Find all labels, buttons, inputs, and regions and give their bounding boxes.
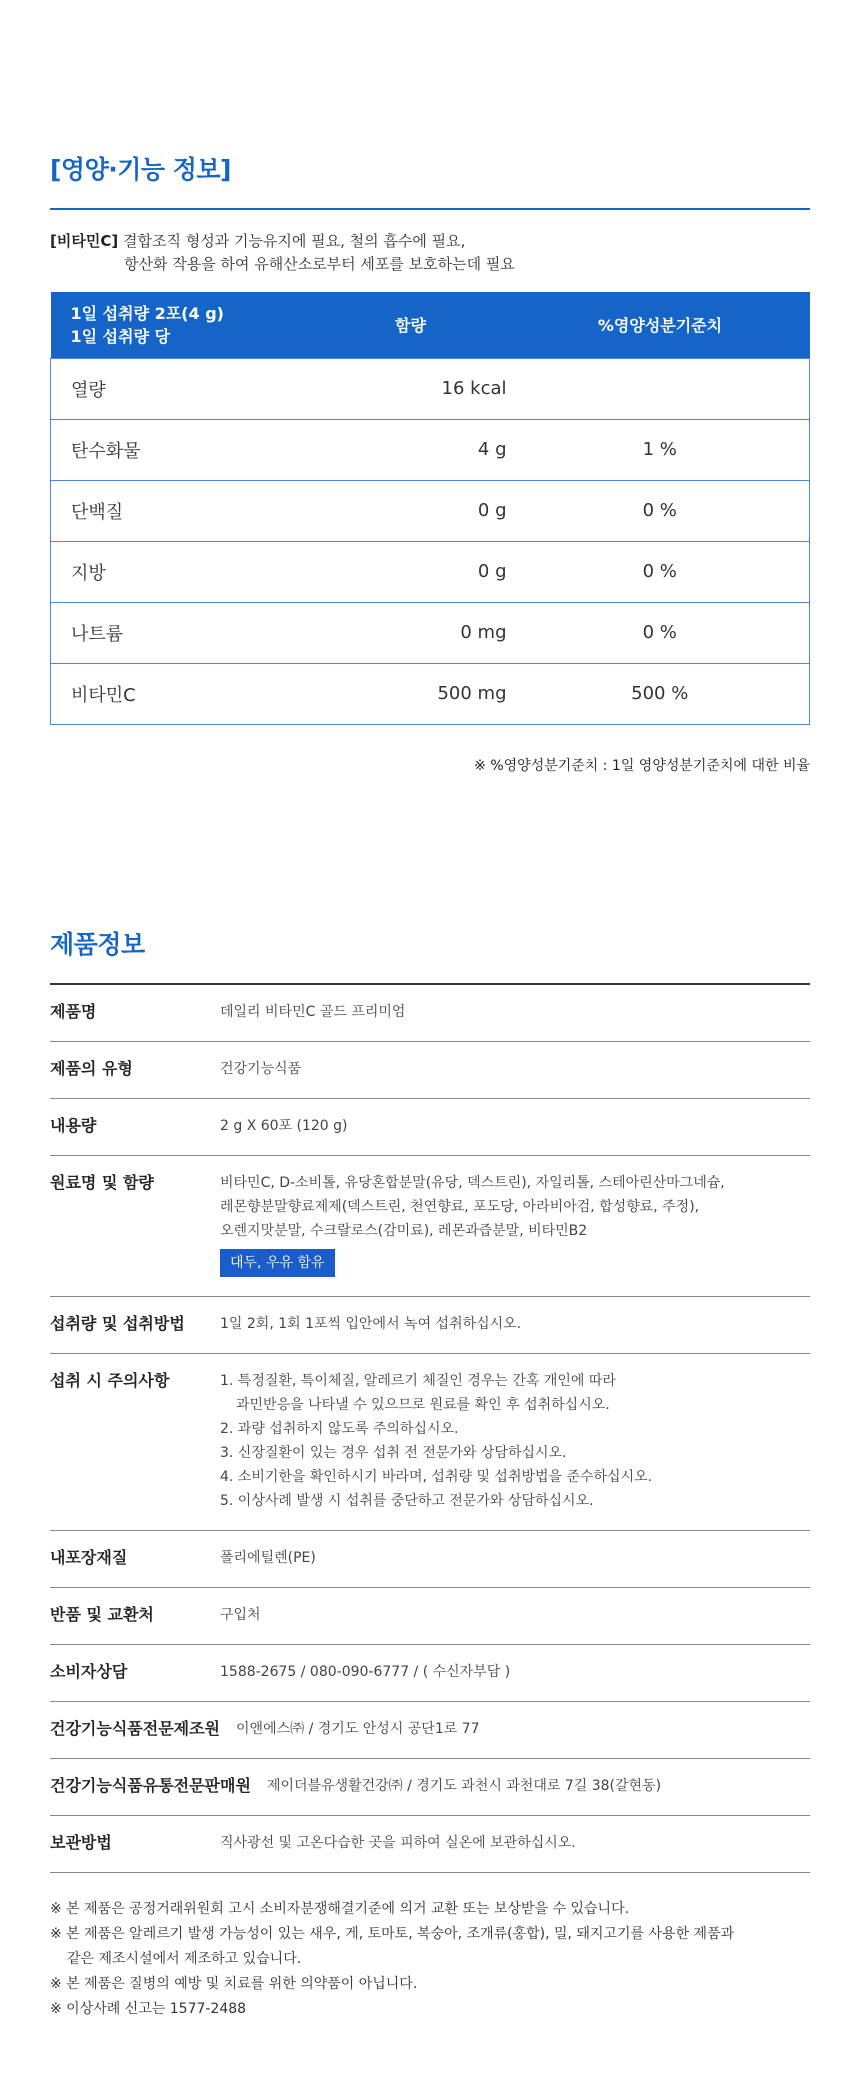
vitamin-description [50, 230, 810, 276]
table-row [51, 602, 810, 663]
info-label: 반품 및 교환처 [50, 1605, 154, 1624]
info-label: 내용량 [50, 1116, 97, 1135]
info-row-package [50, 1531, 810, 1588]
nutrient-amount: 0 mg [311, 602, 511, 663]
product-footnotes [50, 1897, 810, 2022]
info-row-type [50, 1042, 810, 1099]
info-row-maker [50, 1702, 810, 1759]
nutrient-name: 비타민C [51, 663, 311, 724]
caution-item: 2. 과량 섭취하지 않도록 주의하십시오. [220, 1421, 459, 1437]
info-label: 건강기능식품유통전문판매원 [50, 1776, 251, 1795]
header-percent: %영양성분기준치 [597, 316, 723, 336]
nutrition-title: [영양·기능 정보] [50, 155, 231, 184]
table-row [51, 419, 810, 480]
product-info-section [50, 925, 810, 2022]
nutrient-amount: 4 g [311, 419, 511, 480]
info-row-seller [50, 1759, 810, 1816]
ingredients-line2: 레몬향분말향료제제(덱스트린, 천연향료, 포도당, 아라비아검, 합성향료, 주정), [220, 1199, 700, 1215]
info-value: 이앤에스㈜ / 경기도 안성시 공단1로 77 [236, 1721, 480, 1737]
nutrient-amount: 500 mg [311, 663, 511, 724]
info-row-intake [50, 1297, 810, 1354]
caution-item: 5. 이상사례 발생 시 섭취를 중단하고 전문가와 상담하십시오. [220, 1493, 594, 1509]
footnote-cont: 같은 제조시설에서 제조하고 있습니다. [67, 1951, 302, 1967]
vitamin-label: [비타민C] [50, 232, 119, 250]
vitamin-desc-line1: 결합조직 형성과 기능유지에 필요, 철의 흡수에 필요, [122, 232, 466, 250]
nutrient-name: 단백질 [51, 480, 311, 541]
caution-item: 4. 소비기한을 확인하시기 바라며, 섭취량 및 섭취방법을 준수하십시오. [220, 1469, 653, 1485]
nutrient-percent: 0 % [511, 541, 810, 602]
table-row [51, 663, 810, 724]
nutrition-divider [50, 208, 810, 210]
nutrient-name: 열량 [51, 358, 311, 419]
nutrient-percent: 0 % [511, 480, 810, 541]
info-label: 내포장재질 [50, 1548, 128, 1567]
ingredients-line1: 비타민C, D-소비톨, 유당혼합분말(유당, 덱스트린), 자일리톨, 스테아린산마그네슘, [220, 1175, 725, 1191]
footnote: ※ 본 제품은 공정거래위원회 고시 소비자분쟁해결기준에 의거 교환 또는 보상받을 수 있습니다. [50, 1901, 630, 1917]
nutrient-amount: 16 kcal [311, 358, 511, 419]
caution-item: 1. 특정질환, 특이체질, 알레르기 체질인 경우는 간혹 개인에 따라 [220, 1373, 616, 1389]
footnote: ※ 이상사례 신고는 1577-2488 [50, 2001, 247, 2017]
info-row-storage [50, 1816, 810, 1873]
nutrition-section [50, 150, 810, 775]
vitamin-desc-line2: 항산화 작용을 하여 유해산소로부터 세포를 보호하는데 필요 [124, 255, 515, 273]
info-value: 구입처 [220, 1607, 261, 1623]
table-row [51, 541, 810, 602]
info-value: 데일리 비타민C 골드 프리미엄 [220, 1004, 406, 1020]
info-row-caution [50, 1354, 810, 1531]
info-label: 원료명 및 함량 [50, 1173, 154, 1192]
caution-item: 3. 신장질환이 있는 경우 섭취 전 전문가와 상담하십시오. [220, 1445, 567, 1461]
info-value: 1일 2회, 1회 1포씩 입안에서 녹여 섭취하십시오. [220, 1316, 522, 1332]
header-serving [51, 292, 311, 358]
info-row-consumer [50, 1645, 810, 1702]
info-label: 섭취량 및 섭취방법 [50, 1314, 185, 1333]
info-label: 소비자상담 [50, 1662, 128, 1681]
header-amount: 함량 [395, 316, 426, 336]
nutrition-note: ※ %영양성분기준치 : 1일 영양성분기준치에 대한 비율 [474, 757, 810, 774]
info-label: 섭취 시 주의사항 [50, 1371, 170, 1390]
footnote: ※ 본 제품은 알레르기 발생 가능성이 있는 새우, 게, 토마토, 복숭아, 조개류(홍합), 밀, 돼지고기를 사용한 제품과 [50, 1926, 735, 1942]
table-row [51, 480, 810, 541]
nutrient-amount: 0 g [311, 480, 511, 541]
nutrient-percent [511, 358, 810, 419]
info-label: 보관방법 [50, 1833, 112, 1852]
info-row-volume [50, 1099, 810, 1156]
nutrient-percent: 1 % [511, 419, 810, 480]
table-row [51, 358, 810, 419]
ingredients-line3: 오렌지맛분말, 수크랄로스(감미료), 레몬과즙분말, 비타민B2 [220, 1223, 588, 1239]
info-value: 제이더블유생활건강㈜ / 경기도 과천시 과천대로 7길 38(갈현동) [266, 1778, 662, 1794]
nutrient-name: 탄수화물 [51, 419, 311, 480]
info-value: 폴리에틸렌(PE) [220, 1550, 316, 1566]
nutrient-percent: 0 % [511, 602, 810, 663]
nutrient-amount: 0 g [311, 541, 511, 602]
info-value: 직사광선 및 고온다습한 곳을 피하여 실온에 보관하십시오. [220, 1835, 576, 1851]
nutrient-name: 지방 [51, 541, 311, 602]
info-row-ingredients [50, 1156, 810, 1297]
info-label: 제품의 유형 [50, 1059, 133, 1078]
caution-item-cont: 과민반응을 나타낼 수 있으므로 원료를 확인 후 섭취하십시오. [236, 1397, 610, 1413]
header-serving-line1: 1일 섭취량 2포(4 g) [70, 303, 224, 323]
info-label: 건강기능식품전문제조원 [50, 1719, 221, 1738]
info-value [220, 1171, 810, 1279]
nutrition-table-header [51, 292, 810, 358]
nutrient-name: 나트륨 [51, 602, 311, 663]
info-value: 1588-2675 / 080-090-6777 / ( 수신자부담 ) [220, 1664, 511, 1680]
info-row-name [50, 985, 810, 1042]
info-row-return [50, 1588, 810, 1645]
header-serving-line2: 1일 섭취량 당 [70, 326, 171, 346]
nutrient-percent: 500 % [511, 663, 810, 724]
allergen-badge: 대두, 우유 함유 [220, 1249, 335, 1277]
product-info-title: 제품정보 [50, 930, 145, 959]
info-value [220, 1369, 810, 1513]
info-label: 제품명 [50, 1002, 97, 1021]
info-value: 건강기능식품 [220, 1061, 302, 1077]
info-value: 2 g X 60포 (120 g) [220, 1118, 348, 1134]
nutrition-table [50, 292, 810, 725]
footnote: ※ 본 제품은 질병의 예방 및 치료를 위한 의약품이 아닙니다. [50, 1976, 418, 1992]
